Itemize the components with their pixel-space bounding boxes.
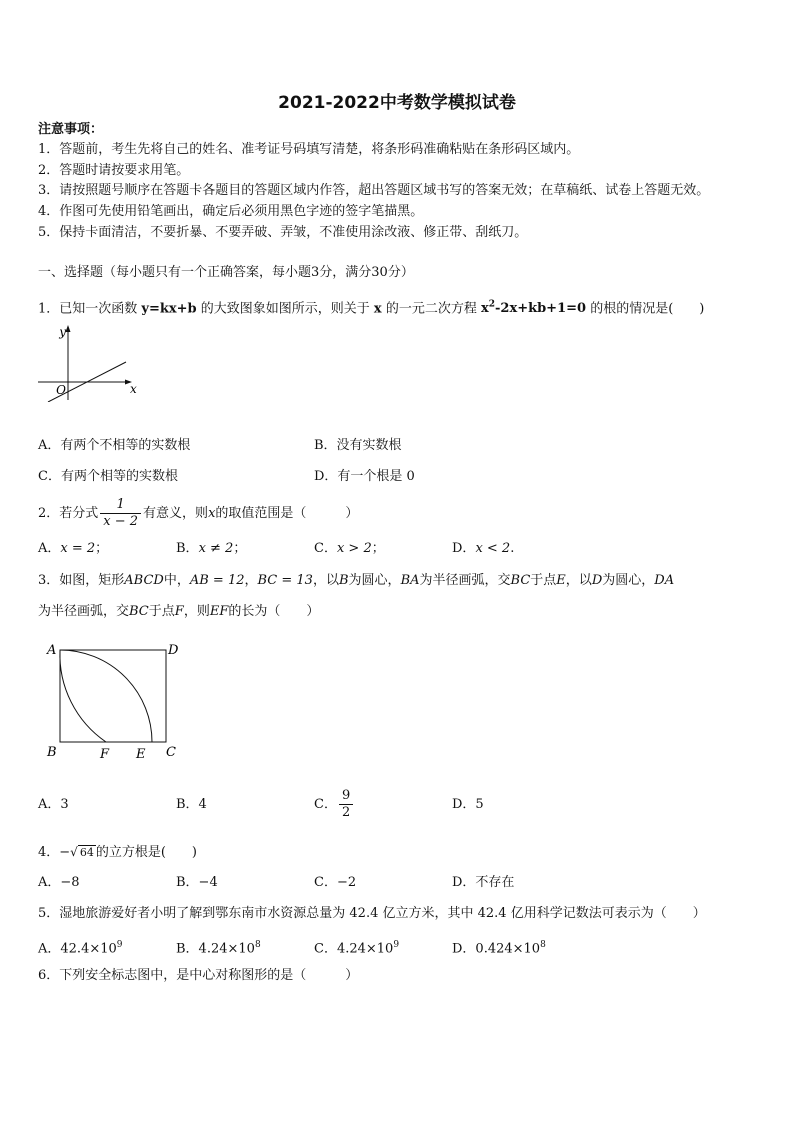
q2-option-c[interactable]: C．x > 2； <box>314 541 385 556</box>
q2-text-c: 的取值范围是（ ） <box>215 506 359 521</box>
q4-radicand: 64 <box>79 846 94 859</box>
q4-text-b: 的立方根是( ) <box>95 845 197 860</box>
q3-line1-segment: E <box>556 573 566 588</box>
q3-line2-segment: ，则 <box>183 604 210 619</box>
notes-heading: 注意事项： <box>38 122 104 137</box>
note-item-2: 2．答题时请按要求用笔。 <box>38 163 190 178</box>
q5-option-c[interactable]: C．$4.24\times 10^9$ <box>314 940 400 957</box>
q3-line2-segment: BC <box>129 604 149 619</box>
q5-option-b[interactable]: B．$4.24\times 10^8$ <box>176 940 261 957</box>
q2-text-b: 有意义，则 <box>143 506 209 521</box>
q1-equation: $x^2-2x+kb+1=0$ <box>480 300 587 317</box>
q3-option-b[interactable]: B．4 <box>176 797 207 812</box>
q1-option-d[interactable]: D．有一个根是 0 <box>314 469 415 484</box>
q3-option-c[interactable]: C． $\frac{9}{2}$ <box>314 784 355 826</box>
q3-line1-segment: 为半径画弧，交 <box>419 573 511 588</box>
q1-graph <box>36 322 142 402</box>
q3-line1-segment: 3．如图，矩形 <box>38 573 125 588</box>
q3-label-e: E <box>136 747 146 762</box>
q3-line1-segment: ABCD <box>124 573 164 588</box>
q3-line1-segment: D <box>591 573 603 588</box>
q3-line1-segment: 为圆心， <box>602 573 655 588</box>
q2-option-a[interactable]: A．x = 2； <box>38 541 109 556</box>
q1-text-e: 的一元二次方程 <box>385 301 477 317</box>
q1-text-a: 1．已知一次函数 <box>38 301 138 317</box>
q3-label-c: C <box>166 745 176 760</box>
q1-graph-origin-label: O <box>56 383 66 397</box>
q1-graph-y-label: y <box>59 325 66 339</box>
q4-option-d[interactable]: D．不存在 <box>452 875 515 890</box>
q3-line1-segment: BC <box>510 573 531 588</box>
q3-figure <box>44 636 184 764</box>
q3-line1-segment: DA <box>654 573 675 588</box>
note-item-4: 4．作图可先使用铅笔画出，确定后必须用黑色字迹的签字笔描黑。 <box>38 204 424 219</box>
q3-line1-segment: 为圆心， <box>348 573 401 588</box>
q3-label-f: F <box>100 747 110 762</box>
q3-line1-segment: AB = 12 <box>189 573 245 588</box>
question-6: 6．下列安全标志图中，是中心对称图形的是（ ） <box>38 968 359 983</box>
q1-text-f: 的根的情况是( ) <box>590 301 705 317</box>
q2-option-b[interactable]: B．x ≠ 2； <box>176 541 247 556</box>
q2-option-d[interactable]: D．x < 2. <box>452 541 515 556</box>
section-heading: 一、选择题（每小题只有一个正确答案，每小题3分，满分30分） <box>38 265 414 280</box>
q3-line1-segment: ，以 <box>312 573 339 588</box>
q3-line1-segment: 中， <box>163 573 190 588</box>
q3-label-d: D <box>168 643 179 658</box>
q3-line1-segment: ，以 <box>565 573 592 588</box>
question-4: 4．−√ 64 的立方根是( ) <box>38 845 197 860</box>
q3-line1-segment: B <box>338 573 349 588</box>
note-item-1: 1．答题前，考生先将自己的姓名、准考证号码填写清楚，将条形码准确粘贴在条形码区域内。 <box>38 142 580 157</box>
question-5: 5．湿地旅游爱好者小明了解到鄂东南市水资源总量为 42.4 亿立方米，其中 42.4 亿用科学记数法可表示为（ ） <box>38 906 706 921</box>
question-1 <box>38 296 704 318</box>
q5-option-a[interactable]: A．$42.4\times 10^9$ <box>38 940 123 957</box>
q3-option-a[interactable]: A．3 <box>38 797 69 812</box>
q3-line2-segment: 为半径画弧，交 <box>38 604 130 619</box>
question-2 <box>38 497 358 531</box>
question-3-line-1 <box>38 572 674 590</box>
page-title: 2021-2022中考数学模拟试卷 <box>278 93 516 113</box>
q1-option-a[interactable]: A．有两个不相等的实数根 <box>38 438 191 453</box>
q4-text-a: 4．− <box>38 845 71 860</box>
q3-line2-segment: F <box>174 604 184 619</box>
q2-text-a: 2．若分式 <box>38 506 99 521</box>
q5-option-d[interactable]: D．$0.424\times 10^8$ <box>452 940 546 957</box>
q1-option-b[interactable]: B．没有实数根 <box>314 438 402 453</box>
q3-line2-segment: 的长为（ ） <box>228 604 320 619</box>
q1-func: y=kx+b <box>141 301 197 317</box>
note-item-3: 3．请按照题号顺序在答题卡各题目的答题区域内作答，超出答题区域书写的答案无效；在草稿纸、试卷上答题无效。 <box>38 183 710 198</box>
q1-var: x <box>373 301 382 317</box>
q1-text-c: 的大致图象如图所示，则关于 <box>200 301 370 317</box>
q2-var: x <box>208 506 216 521</box>
q3-label-a: A <box>47 643 57 658</box>
q4-option-b[interactable]: B．−4 <box>176 875 218 890</box>
note-item-5: 5．保持卡面清洁，不要折暴、不要弄破、弄皱，不准使用涂改液、修正带、刮纸刀。 <box>38 225 528 240</box>
q3-line2-segment: EF <box>209 604 229 619</box>
q3-line2-segment: 于点 <box>148 604 175 619</box>
q3-label-b: B <box>47 745 57 760</box>
q1-graph-x-label: x <box>130 382 137 396</box>
q2-fraction: $\frac{1}{x - 2}$ <box>100 497 141 530</box>
question-3-line-2 <box>38 603 319 621</box>
q4-option-c[interactable]: C．−2 <box>314 875 357 890</box>
q4-option-a[interactable]: A．−8 <box>38 875 80 890</box>
q3-option-d[interactable]: D．5 <box>452 797 484 812</box>
q3-line1-segment: 于点 <box>530 573 557 588</box>
q1-option-c[interactable]: C．有两个相等的实数根 <box>38 469 178 484</box>
q3-line1-segment: BA <box>400 573 420 588</box>
q3-line1-segment: BC = 13 <box>257 573 313 588</box>
q3-line1-segment: ， <box>244 573 258 588</box>
